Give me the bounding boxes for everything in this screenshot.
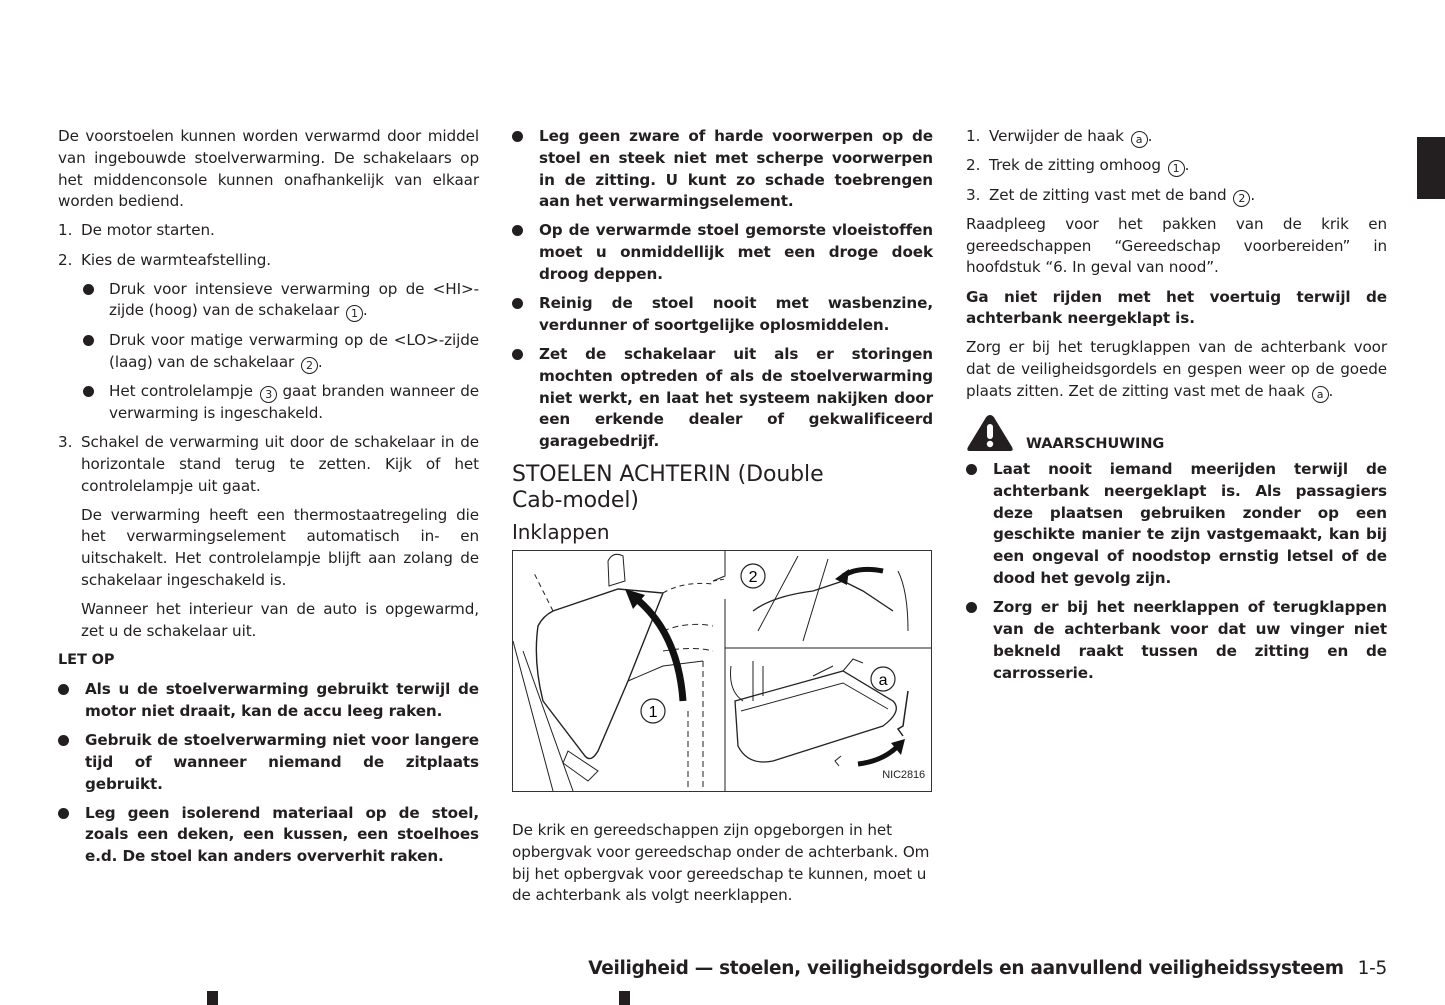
caution-list	[58, 679, 479, 868]
list-item: Het controlelampje 3 gaat branden wanneer de verwarming is ingeschakeld.	[81, 381, 479, 425]
intro-paragraph: De voorstoelen kunnen worden verwarmd door middel van ingebouwde stoelverwarming. De schakelaars op het middenconsole kunnen onafhankelijk van elkaar worden bediend.	[58, 127, 479, 211]
step-number: 1.	[966, 127, 981, 145]
list-item: Druk voor intensieve verwarming op de <HI>-zijde (hoog) van de schakelaar 1 .	[81, 279, 479, 323]
step-item	[58, 220, 479, 242]
subsection-title: Inklappen	[512, 520, 610, 545]
bullet-icon	[58, 684, 69, 695]
list-item: Gebruik de stoelverwarming niet voor langere tijd of wanneer niemand de zitplaats gebruikt.	[58, 730, 479, 795]
bullet-icon	[512, 349, 523, 360]
section-title: STOELEN ACHTERIN (Double Cab-model)	[512, 462, 824, 514]
footer-chapter-title: Veiligheid — stoelen, veiligheidsgordels en aanvullend veiligheidssysteem	[588, 958, 1344, 979]
callout-ref-icon: 3	[260, 386, 277, 403]
step-number: 3.	[58, 432, 73, 451]
heat-setting-list	[81, 279, 479, 425]
step-number: 2.	[58, 250, 73, 269]
warm-interior-paragraph: Wanneer het interieur van de auto is opgewarmd, zet u de schakelaar uit.	[81, 600, 479, 640]
tools-paragraph: De krik en gereedschappen zijn opgeborgen in het opbergvak voor gereedschap onder de achterbank. Om bij het opbergvak voor gereedschap te kunnen, moet u de achterbank als volgt neerklappen.	[512, 821, 930, 905]
column-left	[58, 126, 479, 875]
rear-seat-folding-illustration	[512, 550, 932, 792]
bullet-text: Druk voor intensieve verwarming op de <HI>-zijde (hoog) van de schakelaar	[109, 279, 479, 320]
warning-heading: WAARSCHUWING	[1026, 436, 1165, 453]
list-item: Reinig de stoel nooit met wasbenzine, verdunner of soortgelijke oplosmiddelen.	[512, 293, 933, 337]
bullet-icon	[966, 464, 977, 475]
warning-list	[966, 459, 1387, 684]
bullet-icon	[83, 386, 94, 397]
step-text: De motor starten.	[81, 221, 215, 240]
bullet-icon	[83, 284, 94, 295]
page-number: 1-5	[1357, 958, 1387, 979]
callout-a: a	[878, 672, 888, 690]
callout-2: 2	[748, 569, 758, 587]
seat-diagram-icon	[513, 551, 931, 791]
list-item: Als u de stoelverwarming gebruikt terwijl de motor niet draait, kan de accu leeg raken.	[58, 679, 479, 723]
step-item: 1. Verwijder de haak a .	[966, 127, 1153, 146]
list-item: Zet de schakelaar uit als er storingen mochten optreden of als de stoelverwarming niet werkt, en laat het systeem nakijken door een erkende dealer of gekwalificeerd garagebedrijf.	[512, 344, 933, 453]
bullet-icon	[83, 335, 94, 346]
crop-mark	[619, 991, 630, 1005]
figure-code: NIC2816	[882, 769, 925, 782]
bullet-icon	[58, 735, 69, 746]
warning-header	[966, 413, 1387, 453]
caution-list-continued	[512, 126, 933, 453]
list-item: Laat nooit iemand meerijden terwijl de achterbank neergeklapt is. Als passagiers deze plaatsen gebruiken zonder op een geschikte manier te zijn vastgemaakt, kan bij een ongeval of noodstop ernstig letsel of de dood het gevolg zijn.	[966, 459, 1387, 590]
page-footer	[588, 958, 1387, 979]
step-number: 1.	[58, 221, 73, 240]
column-right	[966, 126, 1387, 692]
bullet-icon	[58, 808, 69, 819]
crop-mark	[207, 991, 218, 1005]
thermostat-paragraph: De verwarming heeft een thermostaatregeling die het verwarmingselement automatisch in- en uitschakelt. Het controlelampje blijft aan zolang de schakelaar ingeschakeld is.	[81, 505, 479, 590]
step-item	[58, 250, 479, 272]
callout-ref-icon: 2	[301, 357, 318, 374]
step-text: Schakel de verwarming uit door de schakelaar in de horizontale stand terug te zetten. Kijk of het controlelampje uit gaat.	[81, 432, 479, 495]
list-item: Leg geen zware of harde voorwerpen op de stoel en steek niet met scherpe voorwerpen in de zitting. U kunt zo schade toebrengen aan het verwarmingselement.	[512, 126, 933, 213]
step-text: Trek de zitting omhoog	[989, 156, 1161, 175]
step-item	[58, 432, 479, 497]
step-item: 3. Zet de zitting vast met de band 2 .	[966, 185, 1256, 205]
bullet-icon	[512, 225, 523, 236]
warning-triangle-icon	[966, 413, 1014, 453]
bullet-icon	[512, 298, 523, 309]
callout-1: 1	[648, 704, 658, 722]
list-item: Leg geen isolerend materiaal op de stoel, zoals een deken, een kussen, een stoelhoes e.d. De stoel kan anders oververhit raken.	[58, 803, 479, 868]
step-number: 3.	[966, 185, 981, 204]
callout-ref-icon: a	[1131, 131, 1148, 148]
caution-heading: LET OP	[58, 652, 115, 669]
bullet-text: Druk voor matige verwarming op de <LO>-zijde (laag) van de schakelaar	[109, 330, 479, 371]
callout-ref-icon: a	[1312, 386, 1329, 403]
list-item: Op de verwarmde stoel gemorste vloeistoffen moet u onmiddellijk met een droge doek droog deppen.	[512, 220, 933, 285]
step-number: 2.	[966, 156, 981, 175]
step-text: Kies de warmteafstelling.	[81, 250, 271, 269]
step-item: 2. Trek de zitting omhoog 1 .	[966, 156, 1190, 176]
list-item: Zorg er bij het neerklappen of terugklappen van de achterbank voor dat uw vinger niet bekneld raakt tussen de zitting en de carrosserie.	[966, 597, 1387, 684]
bullet-icon	[966, 602, 977, 613]
return-seat-paragraph: Zorg er bij het terugklappen van de achterbank voor dat de veiligheidsgordels en gespen weer op de goede plaats zitten. Zet de zitting vast met de haak a .	[966, 338, 1387, 402]
step-text: Zet de zitting vast met de band	[989, 185, 1227, 204]
callout-ref-icon: 2	[1233, 190, 1250, 207]
callout-ref-icon: 1	[1168, 160, 1185, 177]
bullet-icon	[512, 131, 523, 142]
callout-ref-icon: 1	[346, 305, 363, 322]
do-not-drive-paragraph: Ga niet rijden met het voertuig terwijl de achterbank neergeklapt is.	[966, 287, 1387, 328]
column-middle	[512, 126, 933, 915]
refer-paragraph: Raadpleeg voor het pakken van de krik en gereedschappen “Gereedschap voorbereiden” in hoofdstuk “6. In geval van nood”.	[966, 214, 1387, 277]
chapter-thumb-tab	[1417, 137, 1445, 199]
step-text: Verwijder de haak	[989, 127, 1124, 145]
list-item: Druk voor matige verwarming op de <LO>-zijde (laag) van de schakelaar 2 .	[81, 330, 479, 374]
bullet-text: Het controlelampje	[109, 381, 253, 400]
